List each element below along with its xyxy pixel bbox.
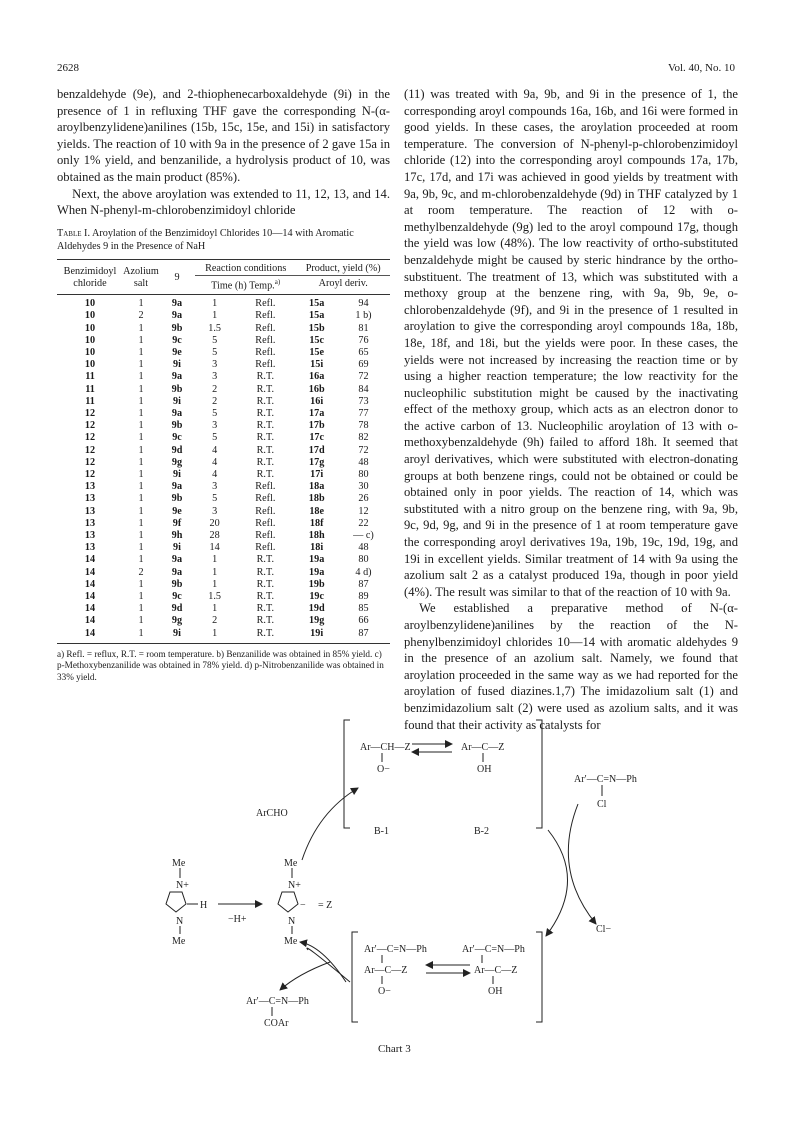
table-cell: 1 xyxy=(138,542,144,554)
table-cell: 9b xyxy=(171,383,183,395)
table-cell: Refl. xyxy=(255,346,276,358)
table-cell: 18i xyxy=(310,542,324,554)
table-row xyxy=(57,310,390,322)
table-header-temp: Temp. xyxy=(249,280,275,292)
table-header-aldehyde: 9 xyxy=(159,259,195,294)
paragraph: (11) was treated with 9a, 9b, and 9i in the presence of 1, the corresponding aroyl compounds 16a, 16b, and 16i were formed in good yields. In these cases, the aroylation proceeded at room temperature. The conversion of N-phenyl-p-chlorobenzimidoyl chloride (12) into the corresponding aroyl compounds 17a, 17b, 17c, 17d, and 17i was achieved in good yields by treatment with 9a, 9b, 9c, and m-chlorobenzaldehyde (9d) in THF catalyzed by 1 at room temperature. The reaction of 12 with o-methylbenzaldehyde (9g) led to the aroyl compound 17g, though the yield was low (48%). The low reactivity of ortho-substituted benzaldehyde might be caused by steric hindrance by the ortho-substituent. The treatment of 13, which was substituted with a methoxy group at the benzene ring, with 9a, 9b, 9e, o-chlorobenzaldehyde (9f), and 9i in the presence of 1 resulted in aroylation to give the corresponding aroyl compounds 18a, 18b, 18e, 18f, and 18i, but the yields were poor. In these cases, the yields were not increased by increasing the reaction time or by using a higher reaction temperature; the low reactivity for the nucleophilic substitution might be caused by the inactivating effect of the methoxy group, which acts as an electron donor to the active carbon of 13. Nucleophilic aroylation of 13 with o-methoxybenzaldehyde (9h) failed to afford 18h. It seemed that aroyl derivatives, which were substituted with electron-donating groups at both benzene rings, could not be obtained or could be obtained only in poor yields. The reaction of 14, which was substituted with a nitro group on the benzene ring, with 9a, 9b, 9c, 9d, 9g, and 9i in the presence of 1 at room temperature gave the corresponding aroyl derivatives 19a, 19b, 19c, 19d, 19g, and 19i in excellent yields. Similar treatment of 14 with 9a using the azolium salt 2 as a catalyst produced 19a, though in poor yield (4%). The result was similar to that of the reaction of 10 with 9a. xyxy=(404,87,738,599)
table-cell: 1 xyxy=(138,371,144,383)
table-cell: 3 xyxy=(212,481,218,493)
table-cell: 9c xyxy=(172,591,182,603)
table-cell: 1 xyxy=(138,456,144,468)
table-row xyxy=(57,518,390,530)
table-cell: 87 xyxy=(358,578,369,590)
table-cell: 14 xyxy=(84,603,96,615)
table-cell: 1 xyxy=(138,359,144,371)
table-cell: 2 xyxy=(138,310,144,322)
table-header-time-temp xyxy=(195,275,296,294)
elimination-arrow xyxy=(307,948,350,982)
table-cell: 13 xyxy=(84,530,96,541)
table-cell: 19i xyxy=(296,628,337,644)
table-cell: 5 xyxy=(212,432,218,444)
table-cell: 1 xyxy=(138,517,144,529)
table-row xyxy=(57,371,390,383)
table-cell: 9a xyxy=(159,295,195,311)
nitrogen-label: N xyxy=(176,916,184,927)
table-cell: 1 xyxy=(138,481,144,493)
table-cell: 14 xyxy=(209,542,220,554)
table-row xyxy=(57,408,390,420)
table-cell: 3 xyxy=(212,359,218,371)
b2-label: B-2 xyxy=(474,826,489,837)
table-cell: 11 xyxy=(85,371,95,383)
table-row xyxy=(57,591,390,603)
table-cell: 22 xyxy=(358,517,369,529)
table-cell: Refl. xyxy=(255,493,276,505)
table-cell: 10 xyxy=(84,334,96,346)
table-cell: Refl. xyxy=(234,295,296,311)
adduct1-oxide: O− xyxy=(378,986,391,997)
table-cell: 9i xyxy=(173,542,181,554)
table-cell: 9e xyxy=(172,346,182,358)
table-header-aroyl: Aroyl deriv. xyxy=(296,275,390,294)
table-cell: 12 xyxy=(358,505,369,517)
product-aroyl: COAr xyxy=(264,1018,289,1029)
table-cell: Refl. xyxy=(255,310,276,322)
table-cell: 14 xyxy=(84,591,96,603)
table-cell: 16a xyxy=(309,371,325,383)
table-row xyxy=(57,384,390,396)
table-header-product: Product, yield (%) xyxy=(296,259,390,275)
table-cell: 2 xyxy=(212,383,218,395)
table-cell: 14 xyxy=(57,628,123,644)
table-cell: 9d xyxy=(171,444,183,456)
table-row xyxy=(57,506,390,518)
page-number: 2628 xyxy=(57,62,79,74)
table-cell: 10 xyxy=(84,322,96,334)
ylide-ring xyxy=(278,892,298,912)
table-cell: R.T. xyxy=(256,432,274,444)
chlorine-label: Cl xyxy=(597,799,607,810)
table-cell: 10 xyxy=(57,295,123,311)
table-cell: 1 xyxy=(138,530,144,541)
imidoyl-chloride-formula: Ar′—C=N—Ph xyxy=(574,774,637,785)
volume-info: Vol. 40, No. 10 xyxy=(667,62,735,74)
table-cell: 1.5 xyxy=(208,591,222,603)
adduct2-hydroxyl: OH xyxy=(488,986,503,997)
table-cell: Refl. xyxy=(255,322,276,334)
aldehyde-label: ArCHO xyxy=(256,808,288,819)
table-cell: R.T. xyxy=(256,468,274,480)
left-column xyxy=(57,86,390,683)
table-cell: 1 xyxy=(138,468,144,480)
paragraph: Next, the above aroylation was extended to 11, 12, 13, and 14. When N-phenyl-m-chlorobenzimidoyl chloride xyxy=(57,186,390,218)
table-cell: 1 xyxy=(138,334,144,346)
table-cell: Refl. xyxy=(255,359,276,371)
table-cell: 80 xyxy=(358,554,369,566)
table-header-conditions: Reaction conditions xyxy=(195,259,296,275)
table-cell: 1 xyxy=(123,628,159,644)
table-cell: 17b xyxy=(308,420,325,432)
table-caption-label: Table I. xyxy=(57,227,90,239)
table-cell: 1 xyxy=(212,603,218,615)
table-cell: 1 xyxy=(138,554,144,566)
table-row xyxy=(57,469,390,481)
table-cell: 4 xyxy=(212,456,218,468)
footnote-mark: a) xyxy=(274,277,281,286)
table-row xyxy=(57,554,390,566)
table-row xyxy=(57,542,390,554)
table-cell: 4 xyxy=(212,444,218,456)
table-cell: R.T. xyxy=(256,444,274,456)
table-cell: 82 xyxy=(358,432,369,444)
table-cell: 15a xyxy=(296,295,337,311)
table-row xyxy=(57,445,390,457)
table-cell: 84 xyxy=(358,383,369,395)
table-row xyxy=(57,335,390,347)
table-row xyxy=(57,359,390,371)
table-cell: 9f xyxy=(172,517,182,529)
table-cell: 69 xyxy=(358,359,369,371)
table-cell: 17i xyxy=(310,468,324,480)
table-cell: 1 xyxy=(138,322,144,334)
table-cell: 2 xyxy=(138,566,144,578)
table-cell: 9b xyxy=(171,322,183,334)
paragraph: We established a preparative method of N-(α-aroylbenzylidene)anilines by the reaction of the N-phenylbenzimidoyl chlorides 10—14 with aromatic aldehydes 9 in the presence of an azolium salt. Namely, we found that aroylation proceeded in the same way as we had reported for the aroylation of fused diazines.1,7) The imidazolium salt (1) and benzimidazolium salt (2) were used as azolium salts, and it was found that their activity as catalysts for xyxy=(404,601,738,732)
table-cell: 1 xyxy=(138,493,144,505)
table-row xyxy=(57,432,390,444)
table-cell: 18e xyxy=(309,505,325,517)
table-row xyxy=(57,457,390,469)
table-row xyxy=(57,567,390,579)
table-cell: 10 xyxy=(84,359,96,371)
table-cell: 9a xyxy=(171,554,183,566)
table-cell: 72 xyxy=(358,444,369,456)
table-cell: 9i xyxy=(173,395,181,407)
table-header-chloride: Benzimidoyl chloride xyxy=(57,259,123,294)
table-cell: 12 xyxy=(84,407,96,419)
table-cell: 1 b) xyxy=(355,310,372,322)
table-cell: 12 xyxy=(84,456,96,468)
table-row xyxy=(57,615,390,627)
product-imine: Ar′—C=N—Ph xyxy=(246,996,309,1007)
table-cell: 72 xyxy=(358,371,369,383)
table-cell: 5 xyxy=(212,334,218,346)
table-cell: 9b xyxy=(171,420,183,432)
table-cell: R.T. xyxy=(234,628,296,644)
b1-oxide: O− xyxy=(377,764,390,775)
data-table xyxy=(57,259,390,644)
chloride-ion-label: Cl− xyxy=(596,924,612,935)
table-cell: 9g xyxy=(171,456,183,468)
table-row xyxy=(57,396,390,408)
table-cell: 1 xyxy=(138,395,144,407)
table-cell: 14 xyxy=(84,566,96,578)
substitution-arrow xyxy=(546,830,568,936)
adduct2-core: Ar—C—Z xyxy=(474,965,518,976)
equals-z-label: = Z xyxy=(318,900,333,911)
table-cell: Refl. xyxy=(255,530,276,541)
table-body xyxy=(57,295,390,644)
table-cell: 9c xyxy=(172,432,182,444)
table-cell: 9e xyxy=(172,505,182,517)
table-cell: 1.5 xyxy=(208,322,222,334)
table-cell: 13 xyxy=(84,505,96,517)
table-cell: 9g xyxy=(171,615,183,627)
table-cell: 15i xyxy=(310,359,324,371)
table-header-salt: Azolium salt xyxy=(123,259,159,294)
table-cell: 15b xyxy=(308,322,325,334)
table-cell: 85 xyxy=(358,603,369,615)
table-cell: 19a xyxy=(309,554,325,566)
table-header-time: Time (h) xyxy=(211,280,247,292)
table-cell: 16b xyxy=(308,383,325,395)
table-cell: 17d xyxy=(308,444,325,456)
table-cell: 3 xyxy=(212,420,218,432)
right-column xyxy=(404,86,738,733)
table-cell: 15e xyxy=(309,346,325,358)
table-cell: 12 xyxy=(84,420,96,432)
methyl-label: Me xyxy=(284,936,298,947)
hydrogen-label: H xyxy=(200,900,208,911)
imidazolium-ring xyxy=(166,892,186,912)
table-cell: 15a xyxy=(309,310,325,322)
table-cell: 20 xyxy=(209,517,220,529)
chloride-loss-arrow xyxy=(568,804,596,924)
table-cell: R.T. xyxy=(256,591,274,603)
table-cell: Refl. xyxy=(255,334,276,346)
bracket-right xyxy=(536,932,542,1022)
table-cell: 1 xyxy=(212,310,218,322)
bracket-left xyxy=(344,720,350,828)
table-cell: 2 xyxy=(212,615,218,627)
table-cell: 10 xyxy=(84,346,96,358)
table-cell: 16i xyxy=(310,395,324,407)
table-cell: 18h xyxy=(308,530,325,541)
table-row xyxy=(57,603,390,615)
table-cell: R.T. xyxy=(256,603,274,615)
table-cell: R.T. xyxy=(256,566,274,578)
table-row xyxy=(57,628,390,644)
table-cell: 94 xyxy=(337,295,390,311)
table-cell: 9c xyxy=(172,334,182,346)
table-row xyxy=(57,530,390,542)
table-cell: 9i xyxy=(159,628,195,644)
table-cell: R.T. xyxy=(256,615,274,627)
table-footnote: a) Refl. = reflux, R.T. = room temperature. b) Benzanilide was obtained in 85% yield. c) p-Methoxybenzanilide was obtained in 78% yield. d) p-Nitrobenzanilide was obtained in 33% yield. xyxy=(57,648,384,682)
table-cell: R.T. xyxy=(256,578,274,590)
bracket-left xyxy=(352,932,358,1022)
table-cell: 10 xyxy=(84,310,96,322)
table-cell: 28 xyxy=(209,530,220,541)
table-row xyxy=(57,347,390,359)
table-cell: 3 xyxy=(212,505,218,517)
table-cell: 5 xyxy=(212,493,218,505)
table-cell: 3 xyxy=(212,371,218,383)
adduct2-imine: Ar′—C=N—Ph xyxy=(462,944,525,955)
table-caption-text: Aroylation of the Benzimidoyl Chlorides 10—14 with Aromatic Aldehydes 9 in the Presence of NaH xyxy=(57,227,354,252)
table-cell: 1 xyxy=(138,383,144,395)
table-cell: 13 xyxy=(84,542,96,554)
table-cell: R.T. xyxy=(256,554,274,566)
table-cell: Refl. xyxy=(255,481,276,493)
table-cell: 9b xyxy=(171,578,183,590)
table-cell: 19d xyxy=(308,603,325,615)
table-cell: 1 xyxy=(123,295,159,311)
table-cell: 12 xyxy=(84,468,96,480)
product-release-arrow xyxy=(280,962,330,990)
table-cell: 5 xyxy=(212,346,218,358)
table-cell: R.T. xyxy=(256,407,274,419)
table-cell: 30 xyxy=(358,481,369,493)
table-cell: 1 xyxy=(138,603,144,615)
table-cell: 19a xyxy=(309,566,325,578)
nitrogen-label: N xyxy=(288,916,296,927)
table-cell: 1 xyxy=(212,578,218,590)
methyl-label: Me xyxy=(172,858,186,869)
table-cell: 26 xyxy=(358,493,369,505)
table-cell: 65 xyxy=(358,346,369,358)
table-cell: R.T. xyxy=(256,395,274,407)
table-cell: 77 xyxy=(358,407,369,419)
table-cell: 1 xyxy=(138,444,144,456)
table-cell: — c) xyxy=(353,530,374,541)
table-cell: 14 xyxy=(84,578,96,590)
table-row xyxy=(57,323,390,335)
table-cell: 14 xyxy=(84,554,96,566)
table-cell: 13 xyxy=(84,517,96,529)
table-cell: Refl. xyxy=(255,542,276,554)
table-cell: 12 xyxy=(84,432,96,444)
table-cell: 1 xyxy=(138,591,144,603)
carbanion-label: − xyxy=(300,900,306,911)
adduct1-imine: Ar′—C=N—Ph xyxy=(364,944,427,955)
table-cell: 19g xyxy=(309,615,325,627)
methyl-label: Me xyxy=(172,936,186,947)
table-cell: 9d xyxy=(171,603,183,615)
table-cell: 9i xyxy=(173,359,181,371)
table-cell: 14 xyxy=(84,615,96,627)
paragraph: benzaldehyde (9e), and 2-thiophenecarboxaldehyde (9i) in the presence of 1 in refluxing THF gave the corresponding N-(α-aroylbenzylidene)anilines (15b, 15c, 15e, and 15i) in satisfactory yields. The reaction of 10 with 9a in the presence of 2 gave 15a in only 1% yield, and benzanilide, a hydrolysis product of 10, was obtained as the main product (85%). xyxy=(57,87,390,184)
table-cell: 78 xyxy=(358,420,369,432)
table-cell: 13 xyxy=(84,493,96,505)
table-cell: 1 xyxy=(138,420,144,432)
scheme-caption: Chart 3 xyxy=(378,1043,411,1055)
table-cell: 9h xyxy=(171,530,183,541)
reaction-scheme xyxy=(0,700,793,1100)
table-row xyxy=(57,481,390,493)
table-cell: 17g xyxy=(309,456,325,468)
table-cell: 17c xyxy=(309,432,325,444)
table-cell: 73 xyxy=(358,395,369,407)
deprotonation-label: −H+ xyxy=(228,914,247,925)
table-row xyxy=(57,493,390,505)
table-cell: 11 xyxy=(85,395,95,407)
table-cell: R.T. xyxy=(256,456,274,468)
bracket-right xyxy=(536,720,542,828)
table-cell: 13 xyxy=(84,481,96,493)
adduct1-core: Ar—C—Z xyxy=(364,965,408,976)
table-cell: 18f xyxy=(309,517,324,529)
table-cell: 1 xyxy=(195,295,234,311)
table-caption xyxy=(57,227,390,253)
nitrogen-plus-label: N+ xyxy=(288,880,301,891)
table-cell: 2 xyxy=(212,395,218,407)
table-cell: 89 xyxy=(358,591,369,603)
table-cell: 12 xyxy=(84,444,96,456)
table-cell: 17a xyxy=(309,407,325,419)
table-cell: 1 xyxy=(138,578,144,590)
table-cell: 1 xyxy=(212,566,218,578)
table-cell: 9a xyxy=(171,481,183,493)
table-cell: 18a xyxy=(309,481,325,493)
table-cell: 87 xyxy=(337,628,390,644)
b2-formula: Ar—C—Z xyxy=(461,742,505,753)
table-cell: 9a xyxy=(171,371,183,383)
table-cell: 1 xyxy=(212,554,218,566)
table-cell: 19b xyxy=(308,578,325,590)
table-cell: 9b xyxy=(171,493,183,505)
table-cell: 1 xyxy=(138,407,144,419)
table-cell: 66 xyxy=(358,615,369,627)
table-row xyxy=(57,295,390,311)
table-cell: 48 xyxy=(358,542,369,554)
table-cell: 9a xyxy=(171,407,183,419)
table-cell: Refl. xyxy=(255,517,276,529)
table-cell: R.T. xyxy=(256,383,274,395)
table-cell: 4 d) xyxy=(355,566,372,578)
table-cell: 1 xyxy=(138,505,144,517)
table-cell: 9i xyxy=(173,468,181,480)
table-cell: 19c xyxy=(309,591,325,603)
table-cell: R.T. xyxy=(256,371,274,383)
table-cell: 4 xyxy=(212,468,218,480)
table-cell: 11 xyxy=(85,383,95,395)
b1-label: B-1 xyxy=(374,826,389,837)
b2-hydroxyl: OH xyxy=(477,764,492,775)
table-cell: 5 xyxy=(212,407,218,419)
table-cell: 1 xyxy=(195,628,234,644)
nitrogen-plus-label: N+ xyxy=(176,880,189,891)
table-row xyxy=(57,579,390,591)
table-cell: 1 xyxy=(138,615,144,627)
table-cell: 9a xyxy=(171,566,183,578)
table-cell: 81 xyxy=(358,322,369,334)
addition-arrow xyxy=(302,788,358,860)
table-cell: 9a xyxy=(171,310,183,322)
methyl-label: Me xyxy=(284,858,298,869)
table-cell: 76 xyxy=(358,334,369,346)
table-cell: 1 xyxy=(138,432,144,444)
table-cell: 18b xyxy=(308,493,325,505)
table-row xyxy=(57,420,390,432)
table-cell: 1 xyxy=(138,346,144,358)
table-cell: R.T. xyxy=(256,420,274,432)
b1-formula: Ar—CH—Z xyxy=(360,742,411,753)
table-cell: 15c xyxy=(309,334,325,346)
table-cell: 80 xyxy=(358,468,369,480)
table-cell: Refl. xyxy=(255,505,276,517)
table-cell: 48 xyxy=(358,456,369,468)
